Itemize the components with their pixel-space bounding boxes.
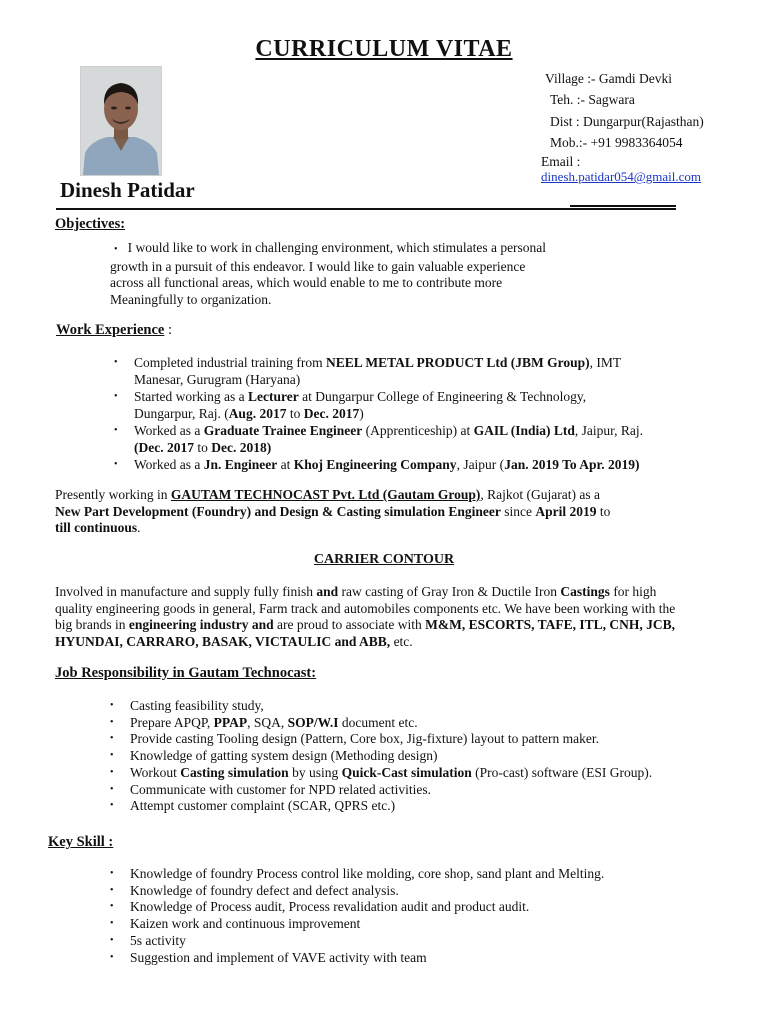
- bullet-icon: •: [110, 951, 114, 963]
- bullet-icon: •: [114, 458, 118, 470]
- header-divider-accent: [570, 205, 676, 207]
- profile-photo: [80, 66, 162, 176]
- job-responsibility-item: [110, 731, 750, 748]
- key-skill-item: [110, 882, 750, 900]
- bullet-icon: •: [114, 424, 118, 436]
- key-skill-item: [110, 866, 750, 883]
- bullet-icon: •: [110, 868, 114, 879]
- list-item-text: Knowledge of gatting system design (Methoding design): [130, 748, 438, 764]
- bullet-icon: •: [110, 716, 114, 728]
- bullet-icon: •: [110, 700, 114, 711]
- list-item-text: Completed industrial training from NEEL METAL PRODUCT Ltd (JBM Group), IMT Manesar, Gurugram (Haryana): [134, 355, 622, 387]
- bullet-icon: •: [110, 934, 114, 946]
- list-item-text: Suggestion and implement of VAVE activity with team: [130, 949, 427, 965]
- list-item-text: Kaizen work and continuous improvement: [130, 916, 361, 932]
- key-skill-item: [110, 949, 750, 967]
- key-skill-item: [110, 916, 750, 933]
- present-employment: Presently working in GAUTAM TECHNOCAST Pvt. Ltd (Gautam Group), Rajkot (Gujarat) as a New Part Development (Foundry) and Design & Casting simulation Engineer since April 2019 to till continuous.: [55, 487, 611, 536]
- list-item-text: Worked as a Jn. Engineer at Khoj Engineering Company, Jaipur (Jan. 2019 To Apr. 2019): [134, 456, 640, 472]
- work-experience-list: [114, 355, 734, 474]
- objectives-heading: Objectives:: [55, 216, 126, 232]
- list-item-text: Started working as a Lecturer at Dungarpur College of Engineering & Technology, Dungarpur, Raj. (Aug. 2017 to Dec. 2017): [134, 388, 587, 421]
- bullet-icon: •: [114, 357, 118, 368]
- bullet-icon: •: [114, 390, 118, 402]
- key-skill-item: [110, 899, 750, 916]
- list-item-text: Worked as a Graduate Trainee Engineer (Apprenticeship) at GAIL (India) Ltd, Jaipur, Raj. (Dec. 2017 to Dec. 2018): [134, 422, 643, 455]
- email-link[interactable]: dinesh.patidar054@gmail.com: [541, 169, 701, 185]
- work-experience-item: [114, 355, 734, 388]
- work-experience-item: [114, 388, 734, 422]
- bullet-icon: •: [110, 733, 114, 745]
- list-item-text: Provide casting Tooling design (Pattern, Core box, Jig-fixture) layout to pattern maker.: [130, 731, 599, 747]
- contact-village: Village :- Gamdi Devki: [545, 71, 673, 86]
- list-item-text: Knowledge of foundry Process control like molding, core shop, sand plant and Melting.: [130, 866, 605, 881]
- job-responsibility-heading: Job Responsibility in Gautam Technocast:: [55, 665, 317, 681]
- job-responsibility-item: [110, 781, 750, 799]
- bullet-icon: •: [114, 244, 118, 255]
- list-item-text: Knowledge of Process audit, Process revalidation audit and product audit.: [130, 899, 530, 915]
- contact-block: [540, 68, 704, 184]
- candidate-name: Dinesh Patidar: [60, 178, 195, 202]
- bullet-icon: •: [110, 766, 114, 778]
- work-experience-item: [114, 456, 734, 474]
- key-skill-item: [110, 932, 750, 950]
- person-portrait-icon: [81, 67, 161, 175]
- list-item-text: Casting feasibility study,: [130, 698, 264, 713]
- job-responsibility-item: [110, 764, 750, 782]
- header-divider: [56, 208, 676, 210]
- bullet-icon: •: [110, 750, 114, 762]
- list-item-text: Prepare APQP, PPAP, SQA, SOP/W.I document etc.: [130, 714, 418, 730]
- list-item-text: Communicate with customer for NPD related activities.: [130, 781, 432, 797]
- bullet-icon: •: [110, 884, 114, 896]
- bullet-icon: •: [110, 783, 114, 795]
- work-experience-heading: Work Experience :: [56, 322, 172, 338]
- list-item-text: Workout Casting simulation by using Quick-Cast simulation (Pro-cast) software (ESI Group).: [130, 764, 653, 780]
- job-responsibility-item: [110, 798, 750, 815]
- job-responsibility-item: [110, 748, 750, 765]
- work-experience-item: [114, 422, 734, 456]
- contact-email-label: Email :: [541, 154, 581, 170]
- list-item-text: Knowledge of foundry defect and defect analysis.: [130, 882, 399, 898]
- key-skill-heading: Key Skill :: [48, 834, 114, 850]
- bullet-icon: •: [110, 901, 114, 913]
- job-responsibility-list: [110, 698, 750, 815]
- objectives-text: • I would like to work in challenging environment, which stimulates a personal growth in a pursuit of this endeavor. I would like to gain valuable experience across all functional areas, which would enable to me to contribute more Meaningfully to organization.: [110, 240, 547, 307]
- bullet-icon: •: [110, 800, 114, 812]
- job-responsibility-item: [110, 698, 750, 715]
- document-title: CURRICULUM VITAE: [255, 36, 513, 62]
- contact-mobile: Mob.:- +91 9983364054: [550, 134, 683, 150]
- contact-tehsil: Teh. :- Sagwara: [550, 92, 635, 108]
- contact-district: Dist : Dungarpur(Rajasthan): [550, 113, 704, 129]
- key-skill-list: [110, 866, 750, 966]
- bullet-icon: •: [110, 918, 114, 930]
- list-item-text: 5s activity: [130, 932, 186, 948]
- carrier-contour-heading: CARRIER CONTOUR: [313, 552, 455, 567]
- list-item-text: Attempt customer complaint (SCAR, QPRS etc.): [130, 798, 396, 814]
- carrier-contour-text: Involved in manufacture and supply fully finish and raw casting of Gray Iron & Ductile Iron Castings for high quality engineering goods in general, Farm track and automobiles components etc. We have been working with the big brands in engineering industry and are proud to associate with M&M, ESCORTS, TAFE, ITL, CNH, JCB, HYUNDAI, CARRARO, BASAK, VICTAULIC and ABB, etc.: [55, 584, 676, 649]
- job-responsibility-item: [110, 714, 750, 732]
